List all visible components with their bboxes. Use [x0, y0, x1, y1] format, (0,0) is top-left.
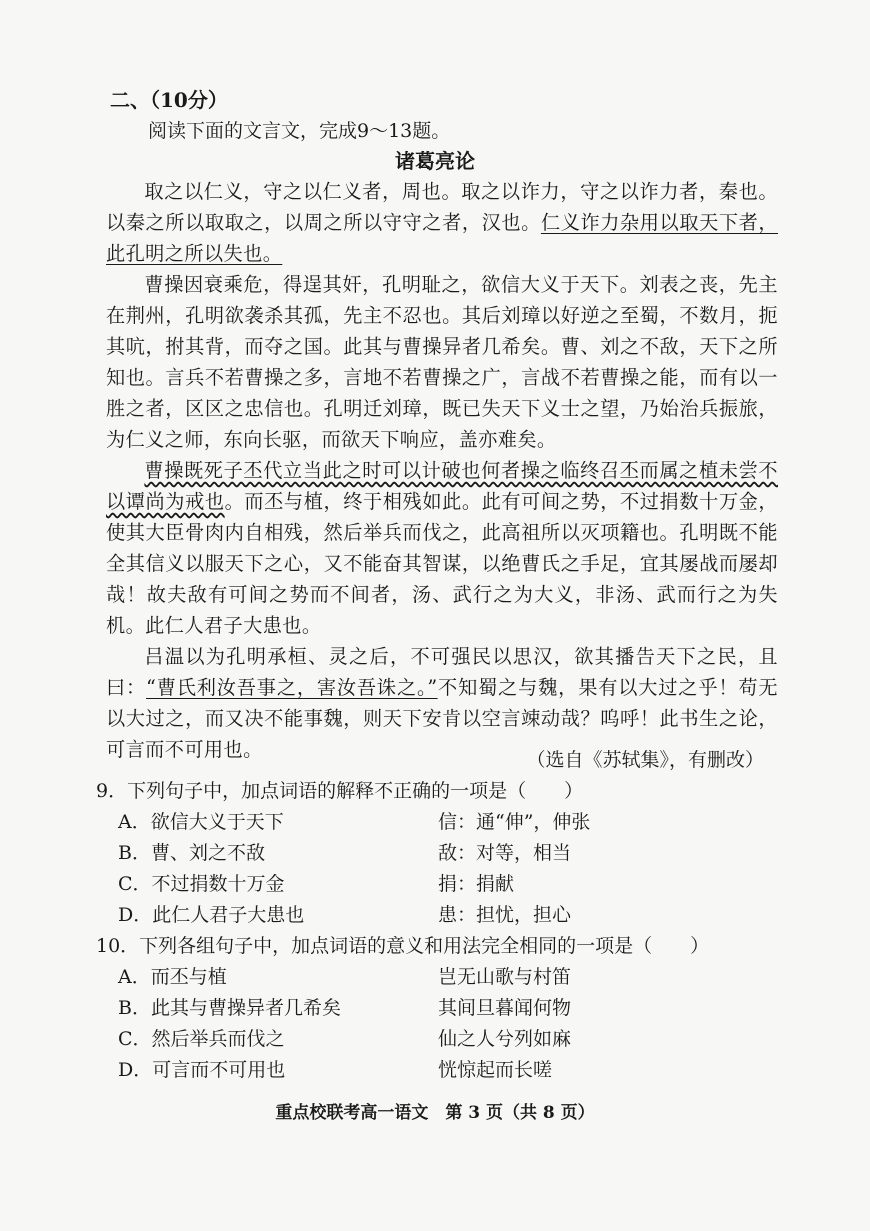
passage-p4-text-b: 不知蜀之与魏，果有以大过之乎！苟无以大过之，而又决不能事魏，则天下安肯以空言竦动哉？呜呼！此书生之论，可言而不可用也。	[106, 676, 778, 761]
passage-p3-text: 。而丕与植，终于相残如此。此有可间之势，不过捐数十万金，使其大臣骨肉内自相残，然后举兵而伐之，此高祖所以灭项籍也。孔明既不能全其信义以服天下之心，又不能奋其智谋，以绝曹氏之手足，宜其屡战而屡却哉！故夫敌有可间之势而不间者，汤、武行之为大义，非汤、武而行之为失机。此仁人君子大患也。	[106, 490, 778, 637]
option-gloss: 敌：对等，相当	[438, 842, 572, 864]
option-gloss: 信：通“伸”，伸张	[438, 811, 591, 833]
passage-paragraph-3	[106, 455, 778, 641]
option-sentence: C．不过捐数十万金	[118, 873, 285, 895]
passage-paragraph-2: 曹操因衰乘危，得逞其奸，孔明耻之，欲信大义于天下。刘表之丧，先主在荆州，孔明欲袭杀其孤，先主不忍也。其后刘璋以好逆之至蜀，不数月，扼其吭，拊其背，而夺之国。此其与曹操异者几希矣。曹、刘之不敌，天下之所知也。言兵不若曹操之多，言地不若曹操之广，言战不若曹操之能，而有以一胜之者，区区之忠信也。孔明迁刘璋，既已失天下义士之望，乃始治兵振旅，为仁义之师，东向长驱，而欲天下响应，盖亦难矣。	[106, 273, 778, 451]
passage-p1-text: 取之以仁义，守之以仁义者，周也。取之以诈力，守之以诈力者，秦也。以秦之所以取取之，以周之所以守守之者，汉也。	[106, 180, 778, 234]
question-10-option-b[interactable]	[118, 993, 678, 1024]
option-sentence: B．此其与曹操异者几希矣	[118, 997, 341, 1019]
option-gloss: 仙之人兮列如麻	[438, 1028, 572, 1050]
option-sentence: B．曹、刘之不敌	[118, 842, 265, 864]
option-sentence: D．此仁人君子大患也	[118, 904, 305, 926]
passage-p4-quote: “曹氏利汝吾事之，害汝吾诛之。”	[146, 676, 438, 699]
question-10-option-c[interactable]	[118, 1024, 678, 1055]
passage-source: （选自《苏轼集》，有删改）	[526, 749, 764, 771]
option-gloss: 其间旦暮闻何物	[438, 997, 572, 1019]
question-9-option-b[interactable]	[118, 838, 678, 869]
passage-body	[106, 176, 778, 765]
question-9-option-d[interactable]	[118, 900, 678, 931]
passage-paragraph-1	[106, 176, 778, 269]
question-10-option-a[interactable]	[118, 962, 678, 993]
section-heading: 二、（10分）	[110, 88, 228, 112]
option-sentence: C．然后举兵而伐之	[118, 1028, 285, 1050]
question-9-stem: 9．下列句子中，加点词语的解释不正确的一项是（ ）	[96, 780, 584, 802]
section-instruction: 阅读下面的文言文，完成9～13题。	[148, 120, 451, 142]
option-gloss: 恍惊起而长嗟	[438, 1059, 553, 1081]
option-sentence: A．而丕与植	[118, 966, 227, 988]
passage-p1-underlined: 仁义诈力杂用以取天下者，此孔明之所以失也。	[106, 211, 778, 265]
page-footer: 重点校联考高一语文 第 3 页（共 8 页）	[275, 1103, 595, 1123]
option-sentence: A．欲信大义于天下	[118, 811, 284, 833]
option-gloss: 患：担忧，担心	[438, 904, 572, 926]
question-10-stem: 10．下列各组句子中，加点词语的意义和用法完全相同的一项是（ ）	[96, 935, 710, 957]
passage-title: 诸葛亮论	[395, 149, 475, 173]
option-sentence: D．可言而不可用也	[118, 1059, 286, 1081]
passage-p3-wavy-underlined: 曹操既死子丕代立当此之时可以计破也何者操之临终召丕而属之植未尝不以谭尚为戒也	[106, 459, 778, 513]
option-gloss: 捐：捐献	[438, 873, 515, 895]
question-9-option-c[interactable]	[118, 869, 678, 900]
question-10-option-d[interactable]	[118, 1055, 678, 1086]
passage-p4-text-a: 吕温以为孔明承桓、灵之后，不可强民以思汉，欲其播告天下之民，且曰：	[106, 645, 778, 699]
question-9-options	[118, 807, 678, 931]
option-gloss: 岂无山歌与村笛	[438, 966, 572, 988]
question-9-option-a[interactable]	[118, 807, 678, 838]
question-10-options	[118, 962, 678, 1086]
